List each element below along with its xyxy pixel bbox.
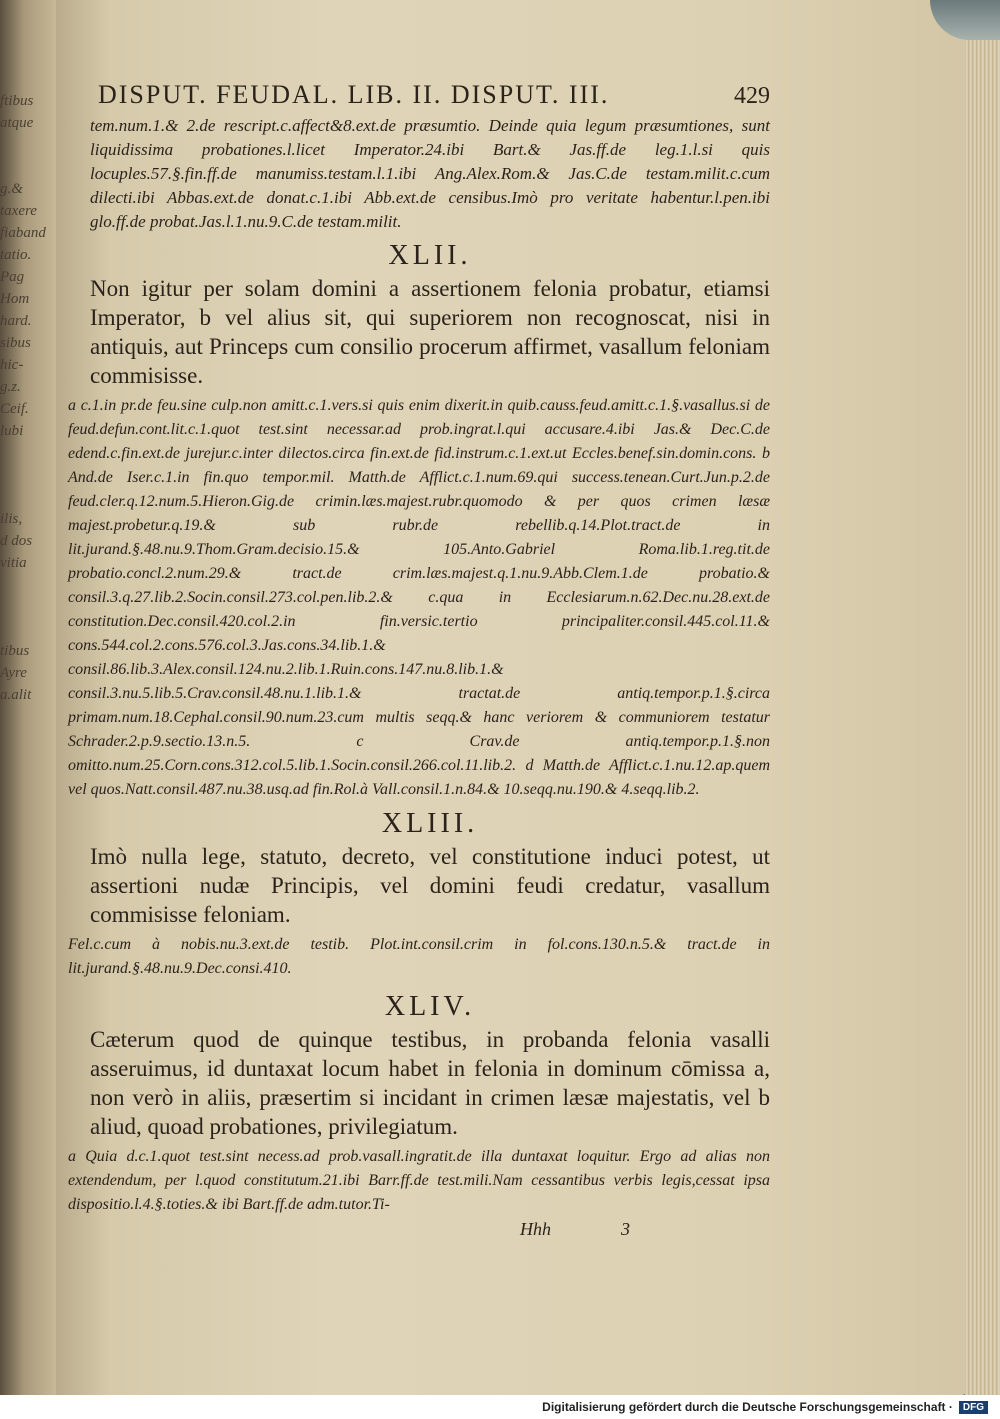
neighbor-margin-line (0, 816, 54, 838)
page-number: 429 (734, 83, 770, 109)
section-body: Non igitur per solam domini a assertionem felonia probatur, etiamsi Imperator, b vel alius sit, qui superiorem non recognoscat, nisi in antiquis, aut Princeps cum consilio procerum affirmet, vasallum feloniam commisisse. (90, 276, 770, 388)
section-43 (68, 808, 770, 981)
neighbor-margin-line: atque (0, 115, 34, 131)
neighbor-margin-line (0, 882, 54, 904)
neighbor-margin-line: sibus (0, 335, 31, 351)
neighbor-margin-line (0, 794, 54, 816)
section-heading: XLIV. (384, 991, 476, 1022)
neighbor-margin-line (0, 750, 54, 772)
neighbor-margin-line: hic- (0, 357, 24, 373)
banner-text: Digitalisierung gefördert durch die Deutsche Forschungsgemeinschaft · (542, 1400, 953, 1414)
neighbor-margin-line: Ceif. (0, 401, 29, 417)
section-notes: a Quia d.c.1.quot test.sint necess.ad prob.vasall.ingratit.de illa duntaxat loquitur. Ergo ad alias non extendendum, per l.quod constitutum.21.ibi Barr.ff.de test.mili.Nam cessantibus verbis legis,cessat ipsa dispositio.l.4.§.toties.& ibi Bart.ff.de adm.tutor.Ti- (68, 1148, 770, 1213)
neighbor-margin-line (0, 442, 54, 464)
section-body: Imò nulla lege, statuto, decreto, vel constitutione induci potest, ut assertioni nudæ Principis, vel domini feudi credatur, vasallum commisisse feloniam. (90, 844, 770, 927)
neighbor-margin-line (0, 134, 54, 156)
section-notes: a c.1.in pr.de feu.sine culp.non amitt.c.1.vers.si quis enim dixerit.in quib.causs.feud.amitt.c.1.§.vasallus.si de feud.defun.cont.lit.c.1.quot test.sint necessar.ad prob.ingrat.l.qui accusare.4.ibi Jas.& Dec.C.de edend.c.fin.ext.de jurejur.c.inter dilectos.circa fin.ext.de fid.instrum.c.1.ext.ut Eccles.benef.sin.domin.cons. b And.de Iser.c.1.in fin.quo tempor.mil. Matth.de Afflict.c.1.num.69.qui success.tenean.Curt.Jun.p.2.de feud.cler.q.12.num.5.Hieron.Gig.de crimin.læs.majest.rubr.quomodo & per quos crimen læsæ majest.probetur.q.19.& sub rubr.de rebellib.q.14.Plot.tract.de in lit.jurand.§.48.nu.9.Thom.Gram.decisio.15.& 105.Anto.Gabriel Roma.lib.1.reg.tit.de probatio.concl.2.num.29.& tract.de crim.læs.majest.q.1.nu.9.Abb.Clem.1.de probatio.& consil.3.q.27.lib.2.Socin.consil.273.col.pen.lib.2.& c.qua in Ecclesiarum.n.62.Dec.nu.28.ext.de constitution.Dec.consil.420.col.2.in fin.versic.tertio principaliter.consil.445.col.11.& cons.544.col.2.cons.576.col.3.Jas.cons.34.lib.1.& consil.86.lib.3.Alex.consil.124.nu.2.lib.1.Ruin.cons.147.nu.8.lib.1.& consil.3.nu.5.lib.5.Crav.consil.48.nu.1.lib.1.& tractat.de antiq.tempor.p.1.§.circa primam.num.18.Cephal.consil.90.num.23.cum multis seqq.& hanc veriorem & communiorem testatur Schrader.2.p.9.sectio.13.n.5. c Crav.de antiq.tempor.p.1.§.non omitto.num.25.Corn.cons.312.col.5.lib.1.Socin.consil.266.col.11.lib.2. d Matth.de Afflict.c.1.nu.12.ap.quem vel quos.Natt.consil.487.nu.38.usq.ad fin.Rol.à Vall.consil.1.n.84.& 10.seqq.nu.190.& 4.seqq.lib.2. (68, 397, 770, 798)
neighbor-margin-line: hard. (0, 313, 32, 329)
neighbor-margin-line: lubi (0, 423, 24, 439)
section-body: Cæterum quod de quinque testibus, in probanda felonia vasalli asseruimus, id duntaxat locum habet in felonia in dominum cōmissa a, non verò in aliis, præsertim si incidant in crimen læsæ majestatis, vel b aliud, quoad probationes, privilegiatum. (90, 1027, 770, 1139)
neighbor-margin-line: Ayre (0, 665, 27, 681)
neighbor-margin-line: ilis, (0, 511, 23, 527)
neighbor-margin-line (0, 970, 54, 992)
neighbor-margin-line (0, 464, 54, 486)
neighbor-margin-line: Pag (0, 269, 25, 285)
neighbor-margin-line (0, 596, 54, 618)
neighbor-margin-line (0, 486, 54, 508)
neighbor-margin-line: taxere (0, 203, 37, 219)
neighbor-margin-line: g.z. (0, 379, 21, 395)
neighbor-margin-line (0, 860, 54, 882)
neighbor-margin-line (0, 574, 54, 596)
page-content (68, 80, 770, 1240)
signature-mark: Hhh (520, 1219, 551, 1239)
neighbor-margin-line (0, 904, 54, 926)
neighbor-page-margin (0, 90, 54, 1290)
neighbor-margin-line (0, 728, 54, 750)
page-footer (90, 1219, 770, 1240)
neighbor-margin-line: vitia (0, 555, 27, 571)
neighbor-margin-line (0, 948, 54, 970)
neighbor-margin-line (0, 772, 54, 794)
section-44 (68, 991, 770, 1217)
neighbor-margin-line (0, 156, 54, 178)
neighbor-margin-line (0, 618, 54, 640)
section-notes: Fel.c.cum à nobis.nu.3.ext.de testib. Plot.int.consil.crim in fol.cons.130.n.5.& tract.de in lit.jurand.§.48.nu.9.Dec.consi.410. (68, 936, 770, 977)
dfg-logo: DFG (959, 1401, 988, 1414)
running-title: DISPUT. FEUDAL. LIB. II. DISPUT. III. (98, 80, 610, 109)
neighbor-margin-line (0, 838, 54, 860)
intro-note: tem.num.1.& 2.de rescript.c.affect&8.ext.de præsumtio. Deinde quia legum præsumtiones, sunt liquidissima probationes.l.licet Imperator.24.ibi Bart.& Jas.ff.de leg.1.l.si quis locuples.57.§.fin.ff.de manumiss.testam.l.1.ibi Ang.Alex.Rom.& Jas.C.de testam.milit.c.cum dilecti.ibi Abbas.ext.de donat.c.1.ibi Abb.ext.de censibus.Imò pro veritate habentur.l.pen.ibi glo.ff.de probat.Jas.l.1.nu.9.C.de testam.milit. (90, 116, 770, 231)
neighbor-margin-line: g.& (0, 181, 23, 197)
neighbor-margin-line: fiaband (0, 225, 46, 241)
funding-banner (0, 1395, 1000, 1419)
neighbor-margin-line (0, 926, 54, 948)
section-42 (68, 240, 770, 802)
neighbor-margin-line: Hom (0, 291, 30, 307)
catchword: 3 (621, 1219, 630, 1239)
neighbor-margin-line: a.alit (0, 687, 32, 703)
neighbor-margin-line: ftibus (0, 93, 34, 109)
section-heading: XLIII. (381, 808, 479, 839)
neighbor-margin-line: tatio. (0, 247, 32, 263)
neighbor-margin-line: d dos (0, 533, 33, 549)
neighbor-margin-line: tibus (0, 643, 30, 659)
neighbor-margin-line (0, 706, 54, 728)
running-header (98, 80, 770, 110)
page-edges (965, 0, 1000, 1395)
section-heading: XLII. (388, 240, 472, 271)
